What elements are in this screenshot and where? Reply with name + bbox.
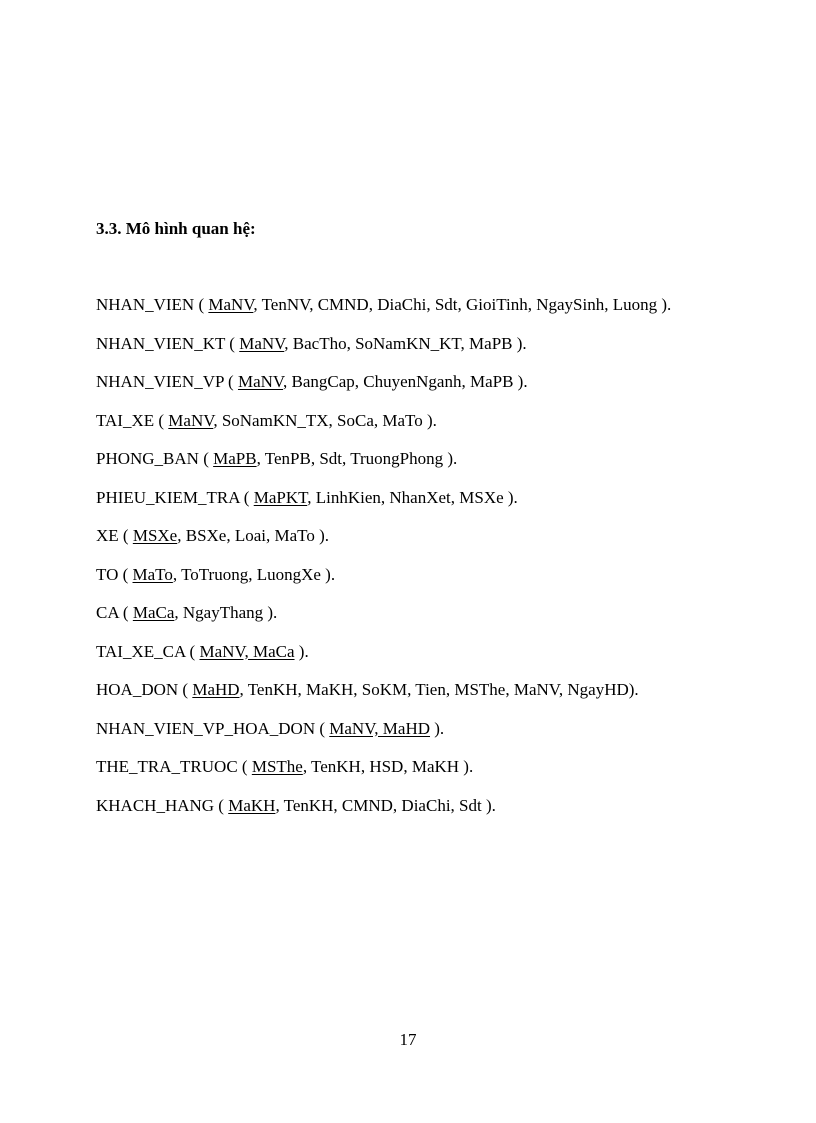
section-heading: 3.3. Mô hình quan hệ: [96,219,256,238]
primary-key: MaNV, MaHD [329,718,431,738]
relation-attributes: , TenKH, MaKH, SoKM, Tien, MSThe, MaNV, NgayHD). [239,680,639,699]
primary-key: MaKH [228,795,276,815]
relation-attributes: ). [430,718,445,738]
page-number: 17 [399,1030,417,1049]
primary-key: MaHD [192,680,240,699]
relation-name: XE ( [96,526,133,545]
relation-attributes: , TenPB, Sdt, TruongPhong ). [256,449,458,468]
relation-name: PHONG_BAN ( [96,449,214,468]
primary-key: MaNV [208,295,254,314]
relation-attributes: , ToTruong, LuongXe ). [172,564,336,584]
primary-key: MaNV [168,410,214,430]
primary-key: MaCa [132,603,175,622]
primary-key: MaNV, MaCa [199,641,295,661]
relation-attributes: , NgayThang ). [174,603,278,622]
relation-line [96,294,776,333]
relation-name: NHAN_VIEN_KT ( [96,333,240,353]
relation-name: THE_TRA_TRUOC ( [96,757,252,776]
relation-line [96,410,776,449]
relation-name: NHAN_VIEN_VP ( [96,372,238,391]
primary-key: MSThe [251,757,303,776]
relation-line [96,641,776,680]
relation-line [96,564,776,603]
relation-line [96,487,776,526]
relation-line [96,718,776,757]
relation-attributes: , TenKH, CMND, DiaChi, Sdt ). [275,795,496,815]
relation-line [96,333,776,372]
relation-attributes: , SoNamKN_TX, SoCa, MaTo ). [213,410,437,430]
relation-attributes: , TenNV, CMND, DiaChi, Sdt, GioiTinh, NgaySinh, Luong ). [253,295,672,314]
primary-key: MaPB [213,449,257,468]
relation-name: TO ( [96,564,133,584]
relation-name: CA ( [96,603,133,622]
relation-line [96,525,776,564]
relation-line [96,602,776,641]
primary-key: MaNV [239,333,285,353]
relation-line [96,448,776,487]
relation-name: KHACH_HANG ( [96,795,229,815]
relation-attributes: , BacTho, SoNamKN_KT, MaPB ). [284,333,527,353]
relation-name: TAI_XE ( [96,410,169,430]
primary-key: MaTo [132,564,173,584]
relation-attributes: , BangCap, ChuyenNganh, MaPB ). [283,372,528,391]
relation-list [96,294,776,833]
relation-attributes: , TenKH, HSD, MaKH ). [302,757,474,776]
relation-name: NHAN_VIEN ( [96,295,209,314]
relation-line [96,679,776,718]
relation-line [96,371,776,410]
relation-attributes: , LinhKien, NhanXet, MSXe ). [307,487,518,507]
relation-line [96,756,776,795]
relation-name: NHAN_VIEN_VP_HOA_DON ( [96,718,330,738]
relation-line [96,795,776,834]
relation-name: TAI_XE_CA ( [96,641,200,661]
relation-name: HOA_DON ( [96,680,193,699]
primary-key: MaNV [237,372,283,391]
primary-key: MSXe [132,526,178,545]
relation-attributes: , BSXe, Loai, MaTo ). [177,526,330,545]
primary-key: MaPKT [253,487,308,507]
relation-name: PHIEU_KIEM_TRA ( [96,487,254,507]
relation-attributes: ). [294,641,309,661]
